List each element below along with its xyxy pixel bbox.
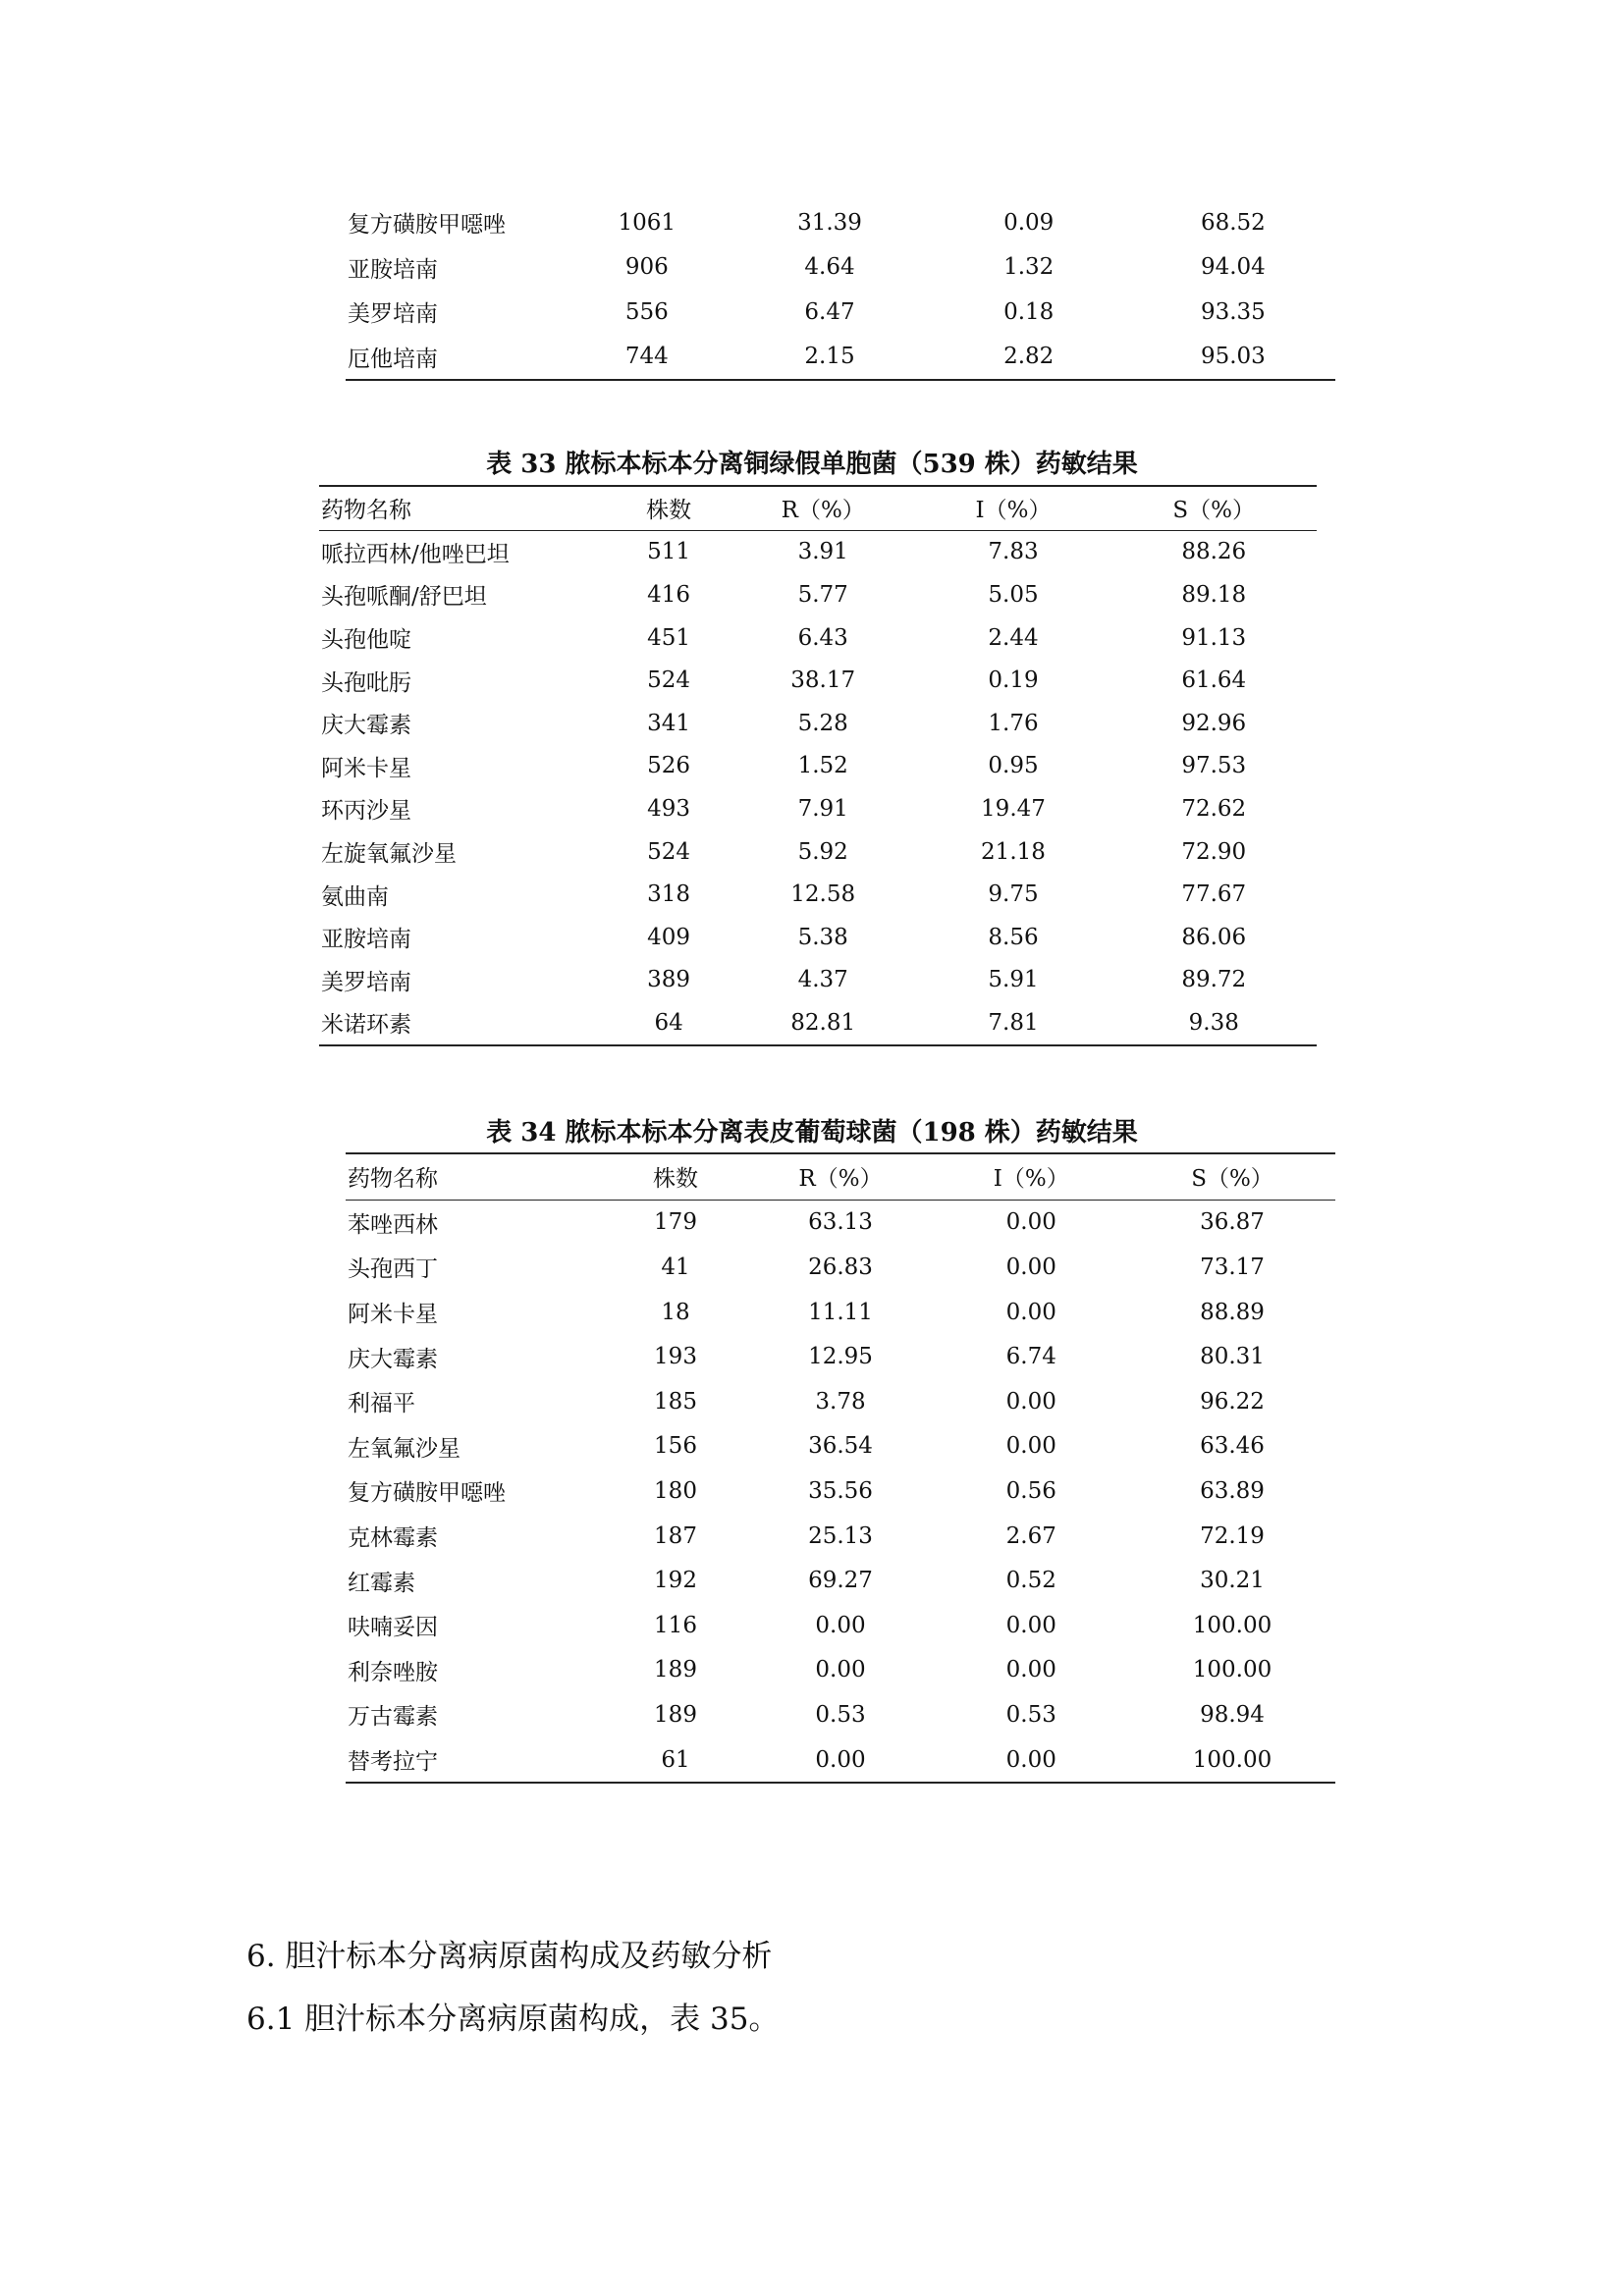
- section-heading: 6. 胆汁标本分离病原菌构成及药敏分析: [246, 1939, 773, 1974]
- value-cell: 511: [647, 539, 691, 565]
- continued-table-body: [346, 200, 1335, 380]
- drug-name-cell: 左旋氧氟沙星: [321, 841, 457, 868]
- column-header: S（%）: [1172, 498, 1256, 524]
- value-cell: 8.56: [988, 924, 1039, 950]
- drug-name-cell: 阿米卡星: [321, 755, 411, 781]
- value-cell: 86.06: [1181, 924, 1247, 950]
- value-cell: 97.53: [1181, 753, 1247, 779]
- drug-name-cell: 苯唑西林: [348, 1211, 438, 1238]
- column-header: 株数: [646, 498, 692, 524]
- continued-table: [346, 200, 1335, 381]
- table-row: [346, 1648, 1335, 1693]
- value-cell: 61.64: [1181, 667, 1247, 694]
- drug-name-cell: 复方磺胺甲噁唑: [348, 1480, 506, 1507]
- table-row: [319, 530, 1317, 573]
- drug-name-cell: 亚胺培南: [348, 256, 438, 283]
- table-row: [346, 200, 1335, 245]
- value-cell: 906: [624, 254, 669, 281]
- value-cell: 26.83: [808, 1254, 873, 1280]
- value-cell: 9.75: [988, 881, 1039, 908]
- value-cell: 68.52: [1200, 209, 1266, 236]
- drug-name-cell: 红霉素: [348, 1570, 415, 1596]
- value-cell: 5.05: [988, 581, 1039, 608]
- column-header: I（%）: [975, 498, 1052, 524]
- table-row: [319, 916, 1317, 959]
- value-cell: 192: [654, 1568, 697, 1594]
- table-row: [346, 1379, 1335, 1424]
- table-row: [346, 335, 1335, 381]
- value-cell: 63.46: [1200, 1433, 1265, 1460]
- drug-name-cell: 左氧氟沙星: [348, 1435, 460, 1462]
- value-cell: 91.13: [1181, 624, 1247, 651]
- column-header: 药物名称: [321, 498, 411, 524]
- value-cell: 0.00: [815, 1612, 866, 1638]
- table-row: [346, 1737, 1335, 1784]
- value-cell: 189: [654, 1657, 697, 1683]
- table-row: [346, 290, 1335, 335]
- value-cell: 493: [647, 795, 691, 822]
- value-cell: 100.00: [1192, 1612, 1272, 1638]
- table-row: [346, 1468, 1335, 1514]
- value-cell: 1061: [618, 209, 677, 236]
- table-row: [319, 616, 1317, 660]
- value-cell: 318: [647, 881, 691, 908]
- drug-name-cell: 替考拉宁: [348, 1749, 438, 1776]
- value-cell: 41: [661, 1254, 690, 1280]
- value-cell: 0.00: [1005, 1388, 1056, 1415]
- table34-header-row: [346, 1153, 1335, 1200]
- value-cell: 116: [654, 1612, 697, 1638]
- table-row: [319, 659, 1317, 702]
- value-cell: 556: [624, 298, 669, 325]
- value-cell: 5.77: [797, 581, 848, 608]
- value-cell: 0.00: [1005, 1612, 1056, 1638]
- value-cell: 30.21: [1200, 1568, 1265, 1594]
- value-cell: 0.00: [1005, 1299, 1056, 1325]
- value-cell: 2.67: [1005, 1522, 1056, 1549]
- drug-name-cell: 呋喃妥因: [348, 1615, 438, 1641]
- value-cell: 21.18: [981, 838, 1046, 865]
- value-cell: 72.62: [1181, 795, 1247, 822]
- value-cell: 744: [624, 344, 669, 370]
- value-cell: 0.00: [815, 1746, 866, 1773]
- drug-name-cell: 阿米卡星: [348, 1302, 438, 1328]
- value-cell: 5.91: [988, 967, 1039, 993]
- value-cell: 95.03: [1200, 344, 1266, 370]
- value-cell: 88.26: [1181, 539, 1247, 565]
- value-cell: 0.00: [1005, 1746, 1056, 1773]
- value-cell: 0.00: [1005, 1433, 1056, 1460]
- value-cell: 0.00: [1005, 1209, 1056, 1236]
- drug-name-cell: 厄他培南: [348, 346, 438, 372]
- value-cell: 82.81: [790, 1009, 856, 1036]
- drug-name-cell: 利奈唑胺: [348, 1659, 438, 1685]
- drug-name-cell: 万古霉素: [348, 1704, 438, 1731]
- table-row: [346, 1424, 1335, 1469]
- column-header: 株数: [653, 1166, 698, 1193]
- drug-name-cell: 庆大霉素: [348, 1346, 438, 1372]
- value-cell: 63.89: [1200, 1477, 1265, 1504]
- drug-name-cell: 头孢吡肟: [321, 669, 411, 696]
- value-cell: 0.00: [1005, 1254, 1056, 1280]
- table-row: [319, 959, 1317, 1002]
- value-cell: 88.89: [1200, 1299, 1265, 1325]
- table-row: [319, 873, 1317, 916]
- value-cell: 6.43: [797, 624, 848, 651]
- value-cell: 187: [654, 1522, 697, 1549]
- value-cell: 3.91: [797, 539, 848, 565]
- drug-name-cell: 头孢哌酮/舒巴坦: [321, 584, 487, 611]
- value-cell: 72.90: [1181, 838, 1247, 865]
- value-cell: 526: [647, 753, 691, 779]
- value-cell: 89.72: [1181, 967, 1247, 993]
- value-cell: 98.94: [1200, 1701, 1265, 1728]
- value-cell: 0.53: [1005, 1701, 1056, 1728]
- value-cell: 389: [647, 967, 691, 993]
- value-cell: 189: [654, 1701, 697, 1728]
- value-cell: 341: [647, 710, 691, 736]
- value-cell: 0.19: [988, 667, 1039, 694]
- table34-body: [346, 1200, 1335, 1783]
- drug-name-cell: 氨曲南: [321, 883, 389, 910]
- table33-header: [319, 486, 1317, 530]
- drug-name-cell: 克林霉素: [348, 1525, 438, 1552]
- column-header: I（%）: [993, 1166, 1069, 1193]
- table33-header-row: [319, 486, 1317, 530]
- value-cell: 156: [654, 1433, 697, 1460]
- value-cell: 0.18: [1003, 298, 1055, 325]
- value-cell: 35.56: [808, 1477, 873, 1504]
- column-header: R（%）: [781, 498, 865, 524]
- value-cell: 6.74: [1005, 1344, 1056, 1370]
- table-row: [319, 702, 1317, 745]
- value-cell: 2.15: [804, 344, 855, 370]
- drug-name-cell: 头孢他啶: [321, 627, 411, 654]
- value-cell: 80.31: [1200, 1344, 1265, 1370]
- value-cell: 12.95: [808, 1344, 873, 1370]
- subsection-text: 6.1 胆汁标本分离病原菌构成，表 35。: [246, 2002, 780, 2037]
- table-row: [346, 1514, 1335, 1559]
- value-cell: 92.96: [1181, 710, 1247, 736]
- value-cell: 7.91: [797, 795, 848, 822]
- table34-header: [346, 1153, 1335, 1200]
- value-cell: 4.64: [804, 254, 855, 281]
- value-cell: 6.47: [804, 298, 855, 325]
- drug-name-cell: 复方磺胺甲噁唑: [348, 212, 506, 239]
- value-cell: 416: [647, 581, 691, 608]
- drug-name-cell: 亚胺培南: [321, 927, 411, 953]
- table-row: [346, 1290, 1335, 1335]
- value-cell: 193: [654, 1344, 697, 1370]
- value-cell: 63.13: [808, 1209, 873, 1236]
- value-cell: 0.09: [1003, 209, 1055, 236]
- value-cell: 100.00: [1192, 1746, 1272, 1773]
- column-header: R（%）: [798, 1166, 883, 1193]
- value-cell: 4.37: [797, 967, 848, 993]
- value-cell: 185: [654, 1388, 697, 1415]
- column-header: S（%）: [1191, 1166, 1273, 1193]
- value-cell: 7.81: [988, 1009, 1039, 1036]
- table33-caption: 表 33 脓标本标本分离铜绿假单胞菌（539 株）药敏结果: [486, 450, 1138, 479]
- value-cell: 93.35: [1200, 298, 1266, 325]
- value-cell: 36.54: [808, 1433, 873, 1460]
- drug-name-cell: 头孢西丁: [348, 1256, 438, 1283]
- table-row: [319, 830, 1317, 874]
- value-cell: 69.27: [808, 1568, 873, 1594]
- value-cell: 5.92: [797, 838, 848, 865]
- value-cell: 1.32: [1003, 254, 1055, 281]
- value-cell: 2.82: [1003, 344, 1055, 370]
- table-row: [319, 787, 1317, 830]
- value-cell: 7.83: [988, 539, 1039, 565]
- value-cell: 31.39: [797, 209, 862, 236]
- drug-name-cell: 米诺环素: [321, 1012, 411, 1039]
- value-cell: 1.52: [797, 753, 848, 779]
- value-cell: 77.67: [1181, 881, 1247, 908]
- value-cell: 64: [654, 1009, 683, 1036]
- value-cell: 0.00: [815, 1657, 866, 1683]
- value-cell: 0.53: [815, 1701, 866, 1728]
- value-cell: 409: [647, 924, 691, 950]
- value-cell: 36.87: [1200, 1209, 1265, 1236]
- drug-name-cell: 环丙沙星: [321, 798, 411, 825]
- value-cell: 2.44: [988, 624, 1039, 651]
- table33-body: [319, 530, 1317, 1045]
- table-row: [319, 1001, 1317, 1045]
- table-row: [319, 573, 1317, 616]
- table-row: [346, 1558, 1335, 1603]
- value-cell: 94.04: [1200, 254, 1266, 281]
- value-cell: 72.19: [1200, 1522, 1265, 1549]
- value-cell: 179: [654, 1209, 697, 1236]
- table-row: [346, 1200, 1335, 1245]
- drug-name-cell: 利福平: [348, 1391, 415, 1417]
- value-cell: 19.47: [981, 795, 1046, 822]
- value-cell: 180: [654, 1477, 697, 1504]
- table-row: [346, 1334, 1335, 1379]
- value-cell: 96.22: [1200, 1388, 1265, 1415]
- value-cell: 12.58: [790, 881, 856, 908]
- value-cell: 0.00: [1005, 1657, 1056, 1683]
- value-cell: 25.13: [808, 1522, 873, 1549]
- value-cell: 18: [661, 1299, 690, 1325]
- value-cell: 11.11: [808, 1299, 873, 1325]
- value-cell: 73.17: [1200, 1254, 1265, 1280]
- drug-name-cell: 庆大霉素: [321, 713, 411, 739]
- drug-name-cell: 哌拉西林/他唑巴坦: [321, 541, 510, 567]
- value-cell: 5.28: [797, 710, 848, 736]
- value-cell: 9.38: [1188, 1009, 1239, 1036]
- value-cell: 61: [661, 1746, 690, 1773]
- table-row: [319, 745, 1317, 788]
- table-row: [346, 1603, 1335, 1648]
- table34-caption: 表 34 脓标本标本分离表皮葡萄球菌（198 株）药敏结果: [486, 1118, 1138, 1148]
- value-cell: 451: [647, 624, 691, 651]
- drug-name-cell: 美罗培南: [348, 301, 438, 328]
- table-row: [346, 245, 1335, 291]
- value-cell: 38.17: [790, 667, 856, 694]
- value-cell: 1.76: [988, 710, 1039, 736]
- drug-name-cell: 美罗培南: [321, 969, 411, 995]
- table33: [319, 485, 1317, 1046]
- value-cell: 3.78: [815, 1388, 866, 1415]
- value-cell: 524: [647, 667, 691, 694]
- table34: [346, 1152, 1335, 1784]
- value-cell: 0.56: [1005, 1477, 1056, 1504]
- value-cell: 524: [647, 838, 691, 865]
- table-row: [346, 1245, 1335, 1290]
- column-header: 药物名称: [348, 1166, 438, 1193]
- table-row: [346, 1692, 1335, 1737]
- value-cell: 0.95: [988, 753, 1039, 779]
- value-cell: 100.00: [1192, 1657, 1272, 1683]
- value-cell: 0.52: [1005, 1568, 1056, 1594]
- value-cell: 89.18: [1181, 581, 1247, 608]
- value-cell: 5.38: [797, 924, 848, 950]
